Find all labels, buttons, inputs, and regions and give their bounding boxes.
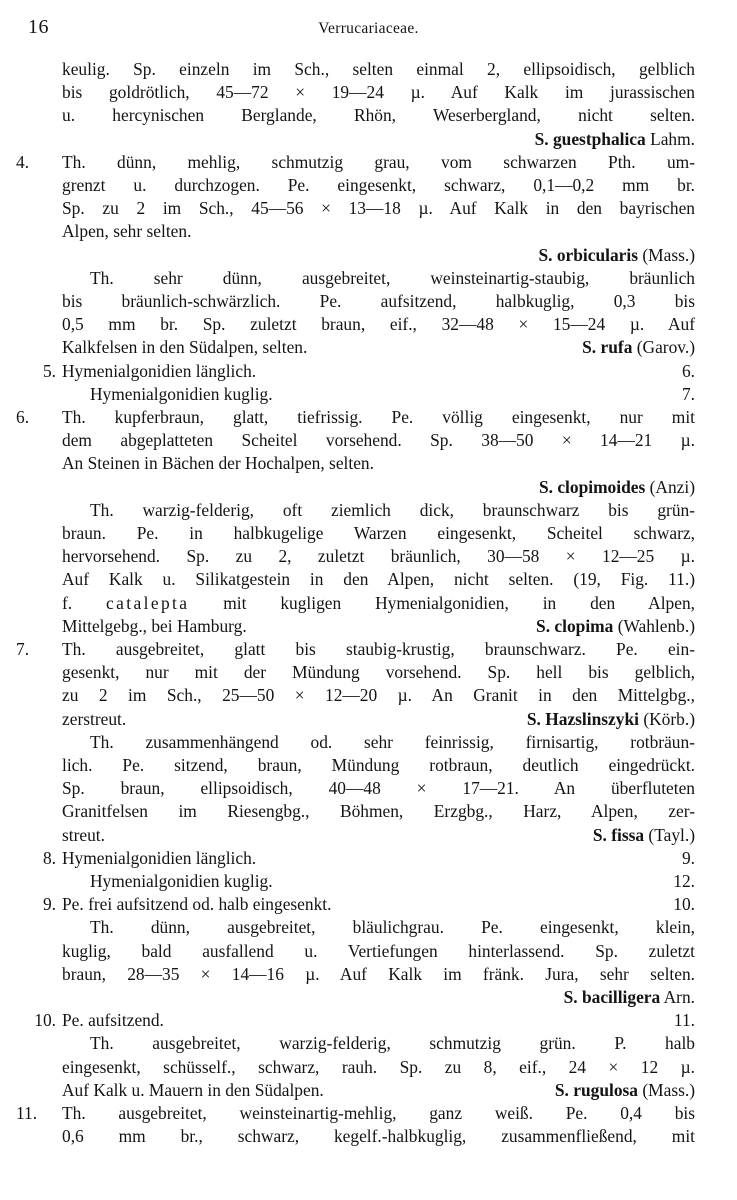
text-line: [42, 893, 695, 916]
species-author: (Mass.): [638, 244, 695, 265]
species-name: [539, 476, 695, 499]
text-line: [16, 1102, 695, 1125]
text-line: [62, 940, 695, 963]
text-line: [62, 568, 695, 591]
line-text: Th. zusammenhängend od. sehr feinrissig, firnisartig, rotbräun-: [90, 731, 695, 752]
couplet-number: 8.: [42, 847, 56, 868]
running-title: Verrucariaceae.: [318, 20, 419, 37]
text-line: [90, 383, 695, 406]
line-text: Pe. aufsitzend.: [62, 1010, 164, 1031]
species-name: [535, 128, 695, 151]
line-text: Hymenialgonidien länglich.: [62, 847, 257, 868]
couplet-number: 6.: [16, 407, 30, 427]
line-text: u. hercynischen Berglande, Rhön, Weserbergland, nicht selten.: [62, 105, 695, 126]
species-author: 7.: [681, 383, 695, 404]
line-text: grenzt u. durchzogen. Pe. eingesenkt, schwarz, 0,1—0,2 mm br.: [62, 175, 695, 195]
line-text: Auf Kalk u. Mauern in den Südalpen.: [62, 1079, 324, 1100]
species-author: (Mass.): [638, 1079, 695, 1100]
line-text: Hymenialgonidien länglich.: [62, 360, 257, 381]
species-binomial: S. clopimoides: [538, 476, 646, 497]
text-line: [62, 429, 695, 452]
line-text: Sp. zu 2 im Sch., 45—56 × 13—18 µ. Auf Kalk in den bayrischen: [62, 198, 695, 219]
species-name: [593, 824, 695, 847]
text-line: [62, 777, 695, 800]
text-line: [62, 592, 695, 615]
line-text: kuglig, bald ausfallend u. Vertiefungen hinterlassend. Sp. zuletzt: [62, 940, 695, 961]
text-line: [62, 290, 695, 313]
species-author: 12.: [673, 871, 695, 891]
lead-target: [682, 360, 695, 383]
line-text: Hymenialgonidien kuglig.: [90, 871, 273, 891]
line-text: 0,5 mm br. Sp. zuletzt braun, eif., 32—48 × 15—24 µ. Auf: [62, 314, 695, 335]
species-binomial: S. rugulosa: [554, 1079, 638, 1100]
species-author: 10.: [673, 894, 695, 915]
text-line: [62, 81, 695, 104]
lead-target: [682, 847, 695, 870]
lead-target: [673, 893, 695, 916]
line-text: hervorsehend. Sp. zu 2, zuletzt bräunlich, 30—58 × 12—25 µ.: [62, 546, 695, 567]
line-text: Th. kupferbraun, glatt, tiefrissig. Pe. völlig eingesenkt, nur mit: [62, 407, 695, 427]
couplet-number: 10.: [34, 1010, 56, 1031]
lead-target: [673, 870, 695, 893]
text-line: [62, 104, 695, 127]
line-prefix: f.: [62, 592, 107, 613]
text-line: [62, 1056, 695, 1079]
text-line: [62, 220, 695, 243]
line-text: Mittelgebg., bei Hamburg.: [62, 615, 247, 636]
text-line: [62, 197, 695, 220]
species-author: 6.: [681, 360, 695, 381]
text-line: [16, 151, 695, 174]
species-binomial: S. orbicularis: [538, 244, 638, 265]
text-line: [62, 615, 695, 638]
text-line: [62, 452, 695, 475]
line-text: Th. dünn, mehlig, schmutzig grau, vom schwarzen Pth. um-: [62, 151, 695, 172]
form-name: catalepta: [106, 592, 190, 613]
text-line: [62, 58, 695, 81]
text-line: [90, 916, 695, 939]
text-line: [62, 1125, 695, 1148]
species-binomial: S. Hazslinszyki: [526, 708, 639, 729]
lead-target: [682, 383, 695, 406]
couplet-number: 5.: [42, 360, 56, 381]
line-text: lich. Pe. sitzend, braun, Mündung rotbraun, deutlich eingedrückt.: [62, 755, 695, 775]
line-text: streut.: [62, 824, 105, 845]
species-binomial: S. fissa: [592, 824, 645, 845]
text-line: [62, 684, 695, 707]
line-text: Th. ausgebreitet, warzig-felderig, schmutzig grün. P. halb: [90, 1033, 695, 1054]
line-text: mit kugligen Hymenialgonidien, in den Alpen,: [189, 592, 695, 613]
species-author: Lahm.: [645, 128, 695, 149]
line-text: bis goldrötlich, 45—72 × 19—24 µ. Auf Kalk im jurassischen: [62, 82, 695, 103]
text-line: [62, 522, 695, 545]
species-binomial: S. rufa: [582, 337, 633, 358]
text-line: [90, 1032, 695, 1055]
text-line: [62, 754, 695, 777]
line-text: bis bräunlich-schwärzlich. Pe. aufsitzend, halbkuglig, 0,3 bis: [62, 291, 695, 311]
line-text: Th. warzig-felderig, oft ziemlich dick, braunschwarz bis grün-: [90, 499, 695, 520]
species-name: [564, 986, 695, 1009]
line-text: Hymenialgonidien kuglig.: [90, 383, 273, 404]
line-text: braun. Pe. in halbkugelige Warzen eingesenkt, Scheitel schwarz,: [62, 523, 695, 543]
line-text: Th. ausgebreitet, weinsteinartig-mehlig, ganz weiß. Pe. 0,4 bis: [62, 1103, 695, 1123]
lead-target: [674, 1009, 695, 1032]
couplet-number: 11.: [16, 1103, 38, 1123]
line-text: Auf Kalk u. Silikatgestein in den Alpen, nicht selten. (19, Fig. 11.): [62, 569, 695, 590]
text-line: [62, 336, 695, 359]
page-number: 16: [28, 16, 49, 38]
text-line: [62, 800, 695, 823]
species-name: [582, 336, 695, 359]
line-text: zerstreut.: [62, 708, 127, 729]
species-binomial: S. bacilligera: [563, 987, 661, 1007]
species-author: (Anzi): [645, 476, 695, 497]
text-line: [62, 661, 695, 684]
species-author: 9.: [681, 847, 695, 868]
line-text: gesenkt, nur mit der Mündung vorsehend. Sp. hell bis gelblich,: [62, 662, 695, 683]
text-line: [62, 824, 695, 847]
couplet-number: 7.: [16, 639, 30, 659]
line-text: zu 2 im Sch., 25—50 × 12—20 µ. An Granit in den Mittelgbg.,: [62, 685, 695, 706]
line-text: An Steinen in Bächen der Hochalpen, selten.: [62, 453, 374, 474]
species-name: [555, 1079, 695, 1102]
species-author: (Wahlenb.): [613, 615, 695, 636]
species-name: [527, 708, 695, 731]
species-binomial: S. clopima: [536, 615, 614, 636]
text-line: [16, 638, 695, 661]
text-line: [34, 1009, 695, 1032]
species-name: [538, 244, 695, 267]
text-line: [90, 499, 695, 522]
species-author: Arn.: [660, 987, 695, 1007]
text-line: [16, 406, 695, 429]
line-text: Granitfelsen im Riesengbg., Böhmen, Erzgbg., Harz, Alpen, zer-: [62, 801, 695, 822]
line-text: keulig. Sp. einzeln im Sch., selten einmal 2, ellipsoidisch, gelblich: [62, 59, 695, 79]
text-line: [62, 174, 695, 197]
text-line: [62, 313, 695, 336]
text-line: [42, 847, 695, 870]
species-name: [536, 615, 695, 638]
species-binomial: S. guestphalica: [534, 128, 646, 149]
text-line: [90, 870, 695, 893]
line-text: Th. dünn, ausgebreitet, bläulichgrau. Pe. eingesenkt, klein,: [90, 917, 695, 938]
line-text: Kalkfelsen in den Südalpen, selten.: [62, 337, 308, 358]
species-author: (Garov.): [632, 337, 695, 358]
text-line: [62, 708, 695, 731]
text-line: [90, 731, 695, 754]
species-author: (Körb.): [638, 708, 695, 729]
text-line: [42, 360, 695, 383]
line-text: Sp. braun, ellipsoidisch, 40—48 × 17—21. An überfluteten: [62, 778, 695, 799]
line-text: eingesenkt, schüsself., schwarz, rauh. Sp. zu 8, eif., 24 × 12 µ.: [62, 1056, 695, 1077]
species-author: (Tayl.): [644, 824, 695, 845]
species-author: 11.: [673, 1010, 695, 1031]
couplet-number: 9.: [42, 894, 56, 915]
text-line: [62, 1079, 695, 1102]
line-text: dem abgeplatteten Scheitel vorsehend. Sp. 38—50 × 14—21 µ.: [62, 430, 695, 451]
text-line: [62, 545, 695, 568]
couplet-number: 4.: [16, 151, 30, 172]
line-text: Alpen, sehr selten.: [62, 221, 192, 242]
line-text: Pe. frei aufsitzend od. halb eingesenkt.: [62, 894, 332, 915]
line-text: braun, 28—35 × 14—16 µ. Auf Kalk im fränk. Jura, sehr selten.: [62, 963, 695, 984]
line-text: Th. sehr dünn, ausgebreitet, weinsteinartig-staubig, bräunlich: [90, 267, 695, 288]
text-line: [90, 267, 695, 290]
text-line: [62, 963, 695, 986]
line-text: Th. ausgebreitet, glatt bis staubig-krustig, braunschwarz. Pe. ein-: [62, 639, 695, 659]
line-text: 0,6 mm br., schwarz, kegelf.-halbkuglig, zusammenfließend, mit: [62, 1126, 695, 1147]
